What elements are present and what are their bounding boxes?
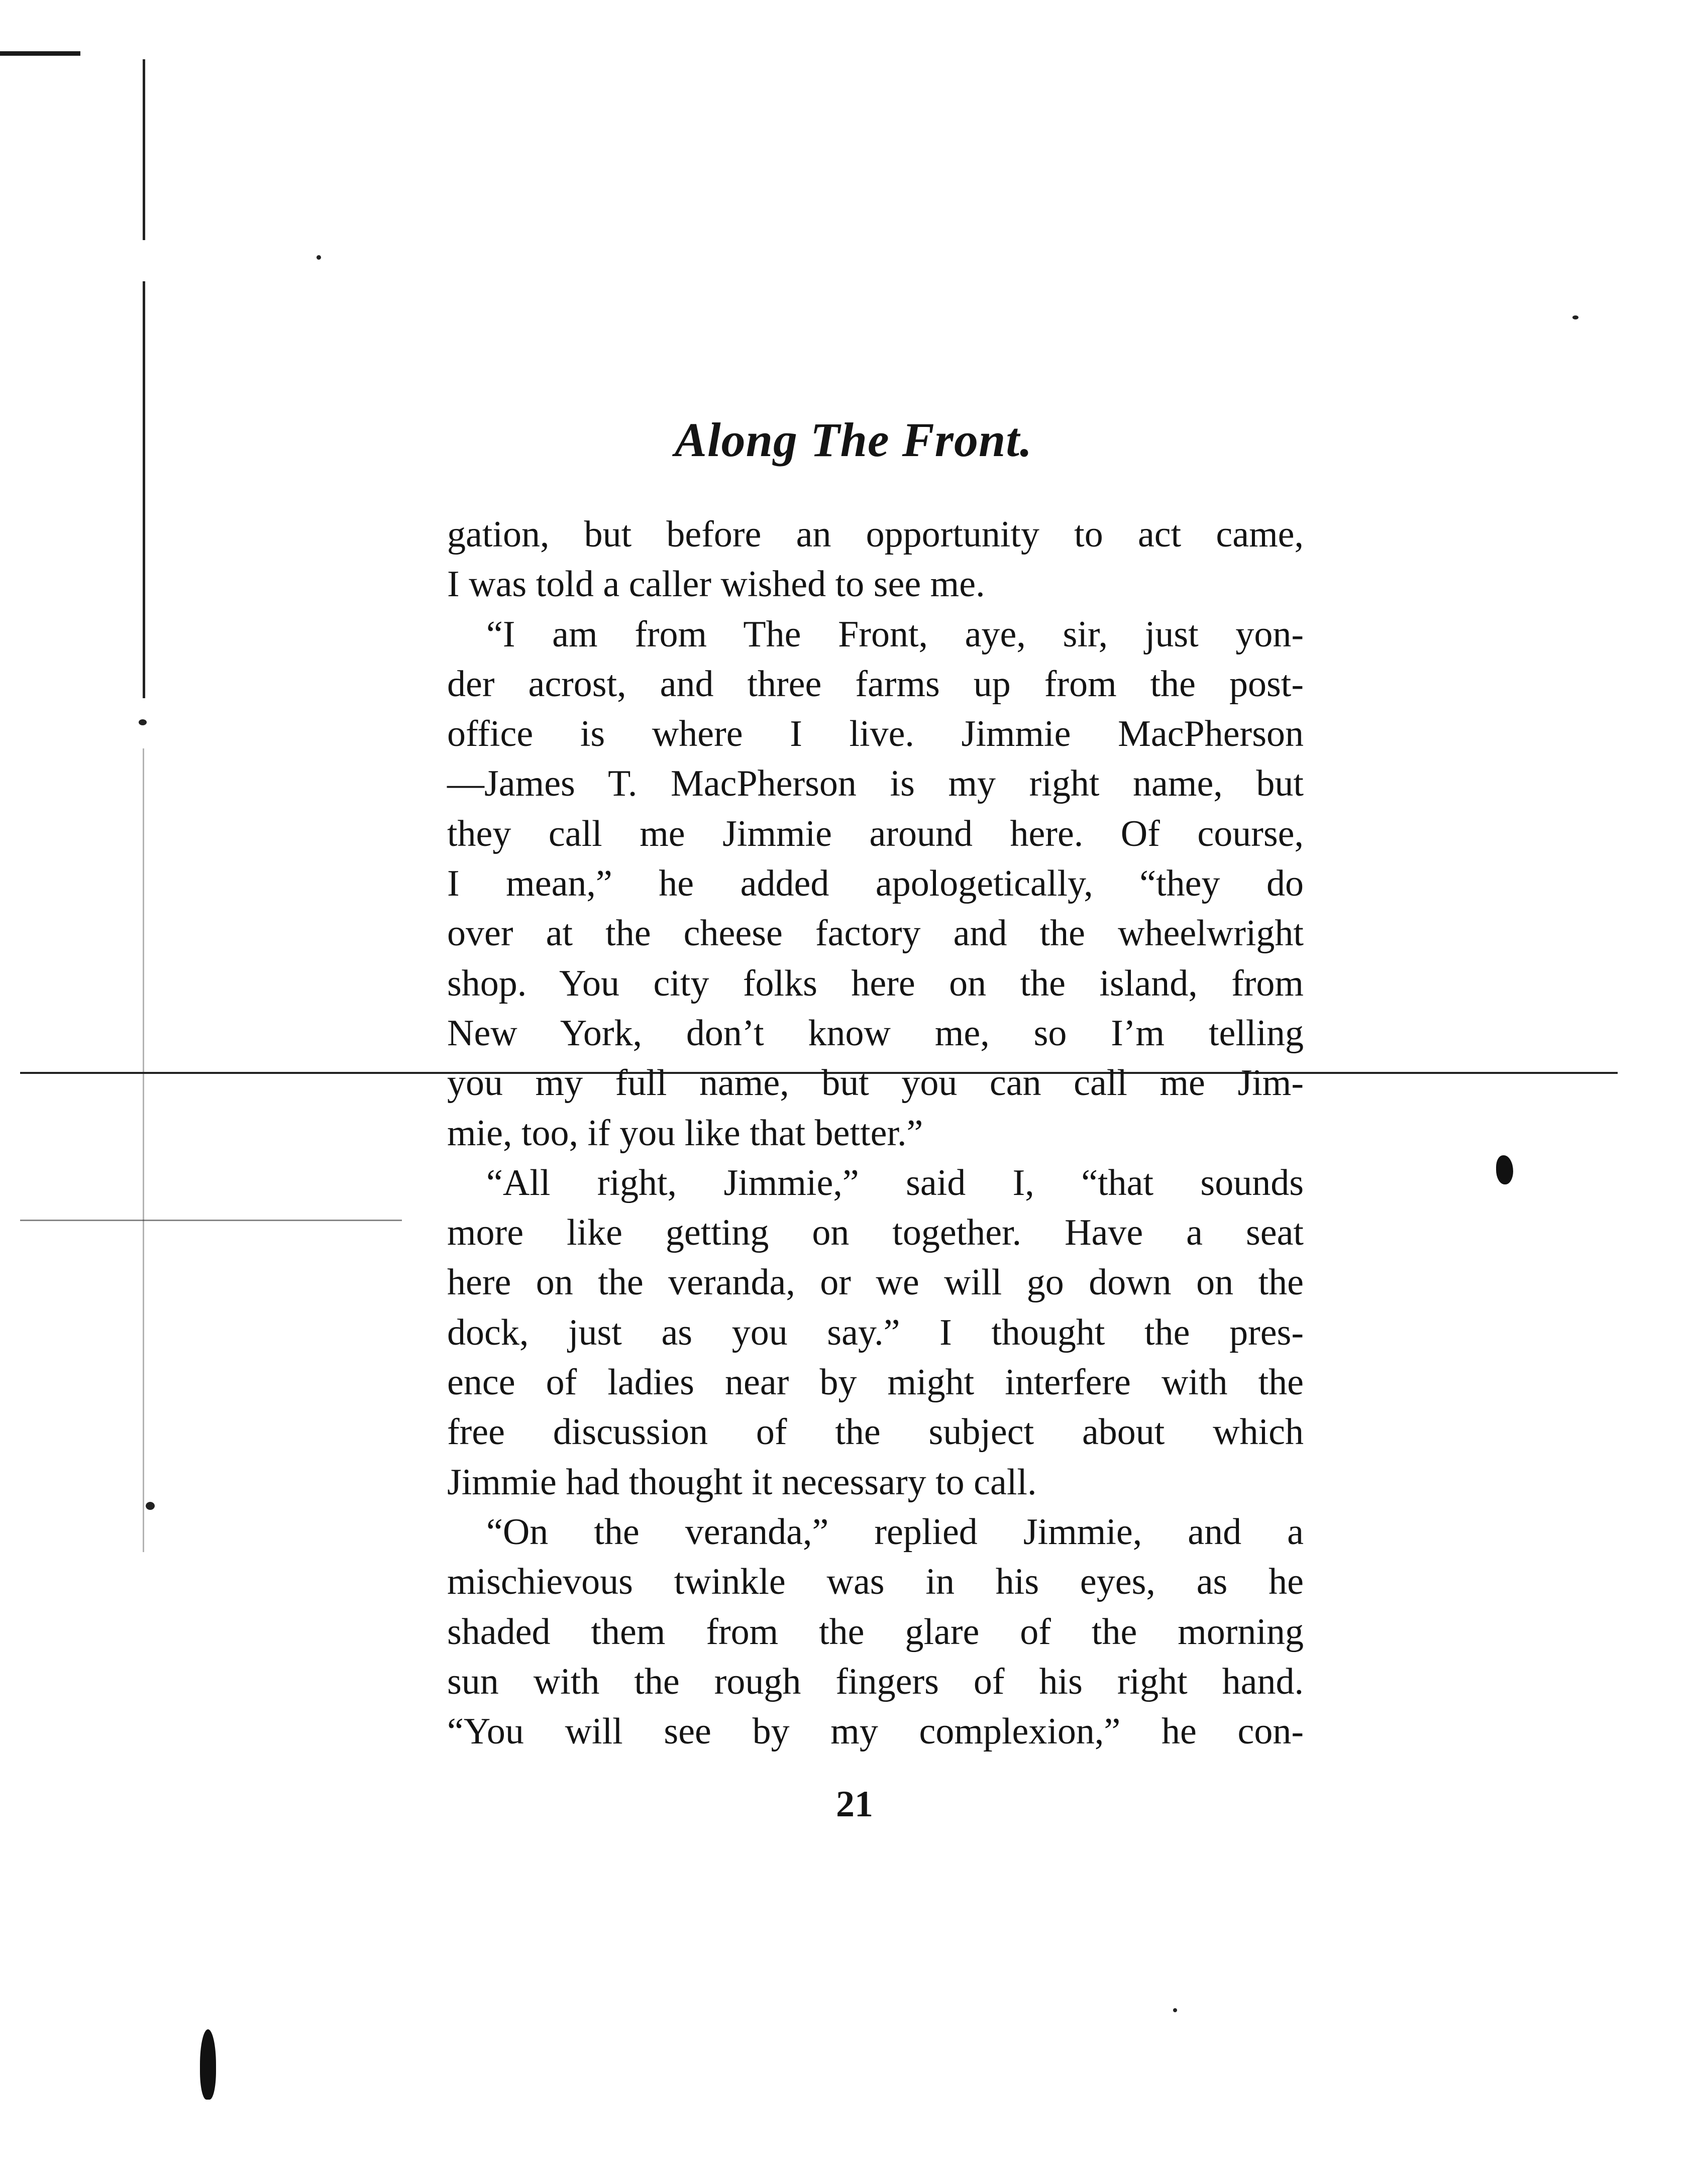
running-head: Along The Front. (674, 413, 1033, 467)
text-line: more like getting on together. Have a seat (447, 1212, 1304, 1254)
scan-speck (1173, 2008, 1177, 2012)
ink-blot (200, 2029, 216, 2100)
scan-horizontal-rule-dotted (20, 1220, 402, 1221)
text-line: office is where I live. Jimmie MacPherson (447, 713, 1304, 755)
text-line: Jimmie had thought it necessary to call. (447, 1461, 1037, 1503)
scan-edge-mark (0, 51, 80, 56)
text-line: gation, but before an opportunity to act came, (447, 514, 1304, 555)
text-line: over at the cheese factory and the wheelwright (447, 913, 1304, 954)
scan-speck (316, 255, 321, 260)
text-line: here on the veranda, or we will go down on the (447, 1262, 1304, 1303)
scan-vertical-rule-middle (143, 281, 145, 698)
text-line: der acrost, and three farms up from the post- (447, 663, 1304, 705)
text-line: sun with the rough fingers of his right hand. (447, 1661, 1304, 1702)
page-number: 21 (836, 1784, 873, 1825)
body-text (447, 510, 1304, 1757)
text-line: shop. You city folks here on the island, from (447, 962, 1304, 1004)
scan-vertical-rule-top (143, 59, 145, 240)
ink-blot (1496, 1155, 1513, 1184)
text-line: mischievous twinkle was in his eyes, as he (447, 1561, 1304, 1603)
text-line: mie, too, if you like that better.” (447, 1112, 923, 1154)
text-line: ence of ladies near by might interfere with the (447, 1362, 1304, 1403)
text-line: free discussion of the subject about which (447, 1411, 1304, 1453)
text-line: they call me Jimmie around here. Of course, (447, 813, 1304, 854)
scan-speck (1572, 315, 1578, 319)
scan-vertical-rule-lower (143, 748, 144, 1552)
text-line: I was told a caller wished to see me. (447, 564, 985, 605)
text-line: New York, don’t know me, so I’m telling (447, 1012, 1304, 1054)
text-line: “On the veranda,” replied Jimmie, and a (486, 1511, 1304, 1553)
scan-speck (139, 719, 147, 725)
text-line: “You will see by my complexion,” he con- (447, 1711, 1304, 1753)
text-line: shaded them from the glare of the morning (447, 1611, 1304, 1653)
text-line: —James T. MacPherson is my right name, but (447, 763, 1304, 805)
text-line: “I am from The Front, aye, sir, just yon- (486, 613, 1304, 655)
text-line: “All right, Jimmie,” said I, “that sounds (486, 1162, 1304, 1204)
text-line: I mean,” he added apologetically, “they do (447, 863, 1304, 905)
text-line: dock, just as you say.” I thought the pres- (447, 1312, 1304, 1353)
text-line: you my full name, but you can call me Jim- (447, 1062, 1304, 1104)
scan-speck (146, 1502, 155, 1510)
